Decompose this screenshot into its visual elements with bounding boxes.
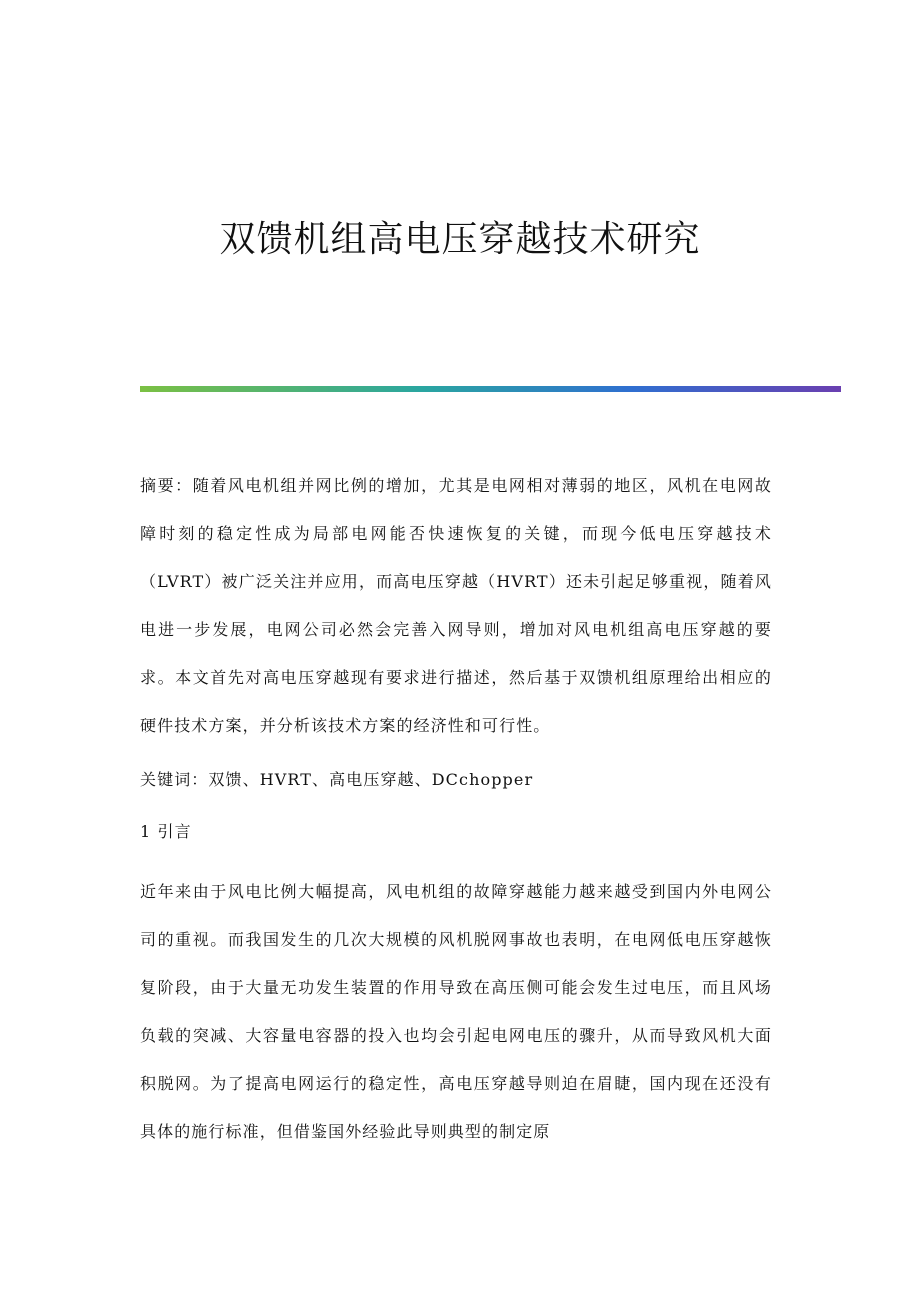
title-divider [140,386,841,392]
section-heading: 1 引言 [140,822,192,841]
intro-paragraph: 近年来由于风电比例大幅提高，风电机组的故障穿越能力越来越受到国内外电网公司的重视。而我国发生的几次大规模的风机脱网事故也表明，在电网低电压穿越恢复阶段，由于大量无功发生装置的作用导致在高压侧可能会发生过电压，而且风场负载的突减、大容量电容器的投入也均会引起电网电压的骤升，从而导致风机大面积脱网。为了提高电网运行的稳定性，高电压穿越导则迫在眉睫，国内现在还没有具体的施行标准，但借鉴国外经验此导则典型的制定原 [140,882,772,1141]
abstract-paragraph: 摘要：随着风电机组并网比例的增加，尤其是电网相对薄弱的地区，风机在电网故障时刻的稳定性成为局部电网能否快速恢复的关键，而现今低电压穿越技术（LVRT）被广泛关注并应用，而高电压穿越（HVRT）还未引起足够重视，随着风电进一步发展，电网公司必然会完善入网导则，增加对风电机组高电压穿越的要求。本文首先对高电压穿越现有要求进行描述，然后基于双馈机组原理给出相应的硬件技术方案，并分析该技术方案的经济性和可行性。 [140,476,772,735]
intro-section [140,868,772,1156]
keywords-line: 关键词：双馈、HVRT、高电压穿越、DCchopper [140,770,534,789]
document-body [140,462,772,1141]
document-title: 双馈机组高电压穿越技术研究 [219,219,701,260]
